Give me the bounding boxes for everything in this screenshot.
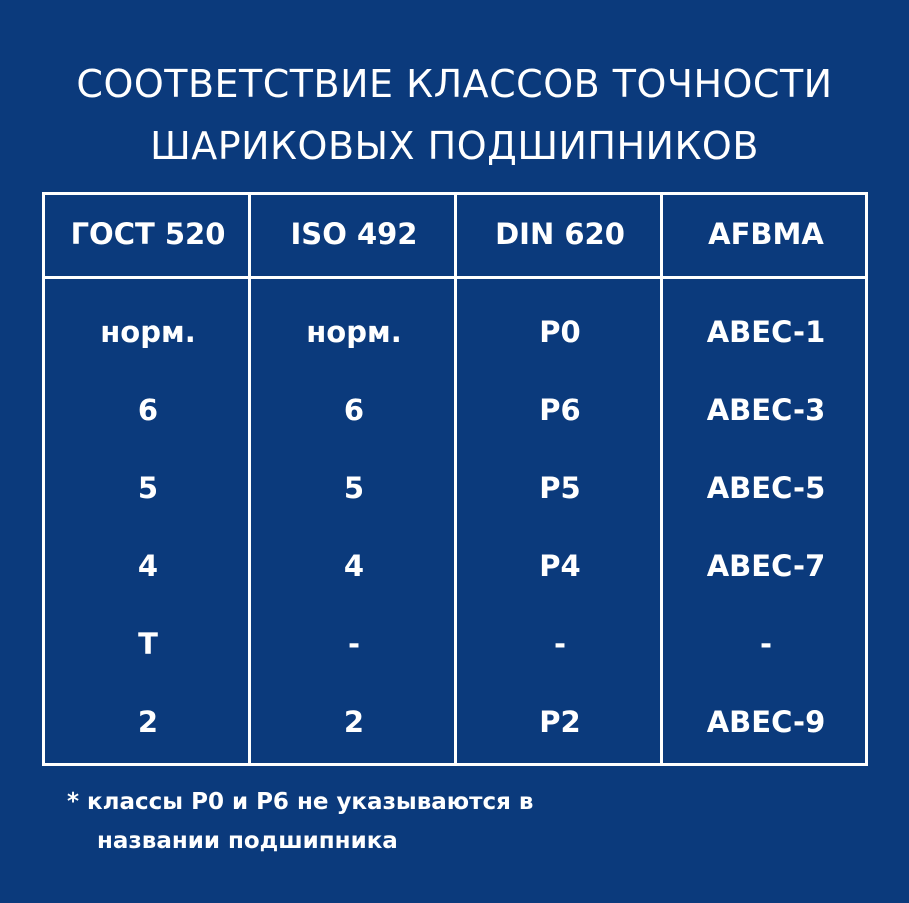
table-cell: 6: [343, 393, 365, 427]
header-iso-492: ISO 492: [290, 217, 418, 251]
header-din-620: DIN 620: [495, 217, 625, 251]
table-cell: -: [347, 627, 361, 661]
footnote: [67, 783, 533, 861]
table-cell: ABEC-1: [706, 315, 826, 349]
table-cell: P0: [539, 315, 581, 349]
header-divider: [45, 276, 865, 279]
footnote-line-1: * классы P0 и P6 не указываются в: [67, 789, 534, 815]
table-cell: -: [553, 627, 567, 661]
footnote-line-2: названии подшипника: [97, 828, 398, 854]
table-cell: P6: [539, 393, 581, 427]
table-cell: 5: [137, 471, 159, 505]
header-gost-520: ГОСТ 520: [70, 217, 226, 251]
table-cell: ABEC-9: [706, 705, 826, 739]
table-cell: P5: [539, 471, 581, 505]
table-cell: норм.: [100, 315, 196, 349]
table-cell: 6: [137, 393, 159, 427]
table-cell: -: [759, 627, 773, 661]
table-cell: ABEC-7: [706, 549, 826, 583]
table-cell: 4: [137, 549, 159, 583]
title-line-2: ШАРИКОВЫХ ПОДШИПНИКОВ: [150, 124, 759, 169]
title-line-1: СООТВЕТСТВИЕ КЛАССОВ ТОЧНОСТИ: [76, 62, 833, 107]
table-cell: 2: [343, 705, 365, 739]
table-cell: норм.: [306, 315, 402, 349]
header-afbma: AFBMA: [708, 217, 824, 251]
table-cell: T: [138, 627, 158, 661]
precision-class-table: [42, 192, 868, 766]
table-cell: 2: [137, 705, 159, 739]
table-cell: ABEC-3: [706, 393, 826, 427]
table-cell: 4: [343, 549, 365, 583]
page-title: [0, 53, 909, 177]
table-cell: P4: [539, 549, 581, 583]
table-cell: ABEC-5: [706, 471, 826, 505]
table-cell: P2: [539, 705, 581, 739]
table-cell: 5: [343, 471, 365, 505]
